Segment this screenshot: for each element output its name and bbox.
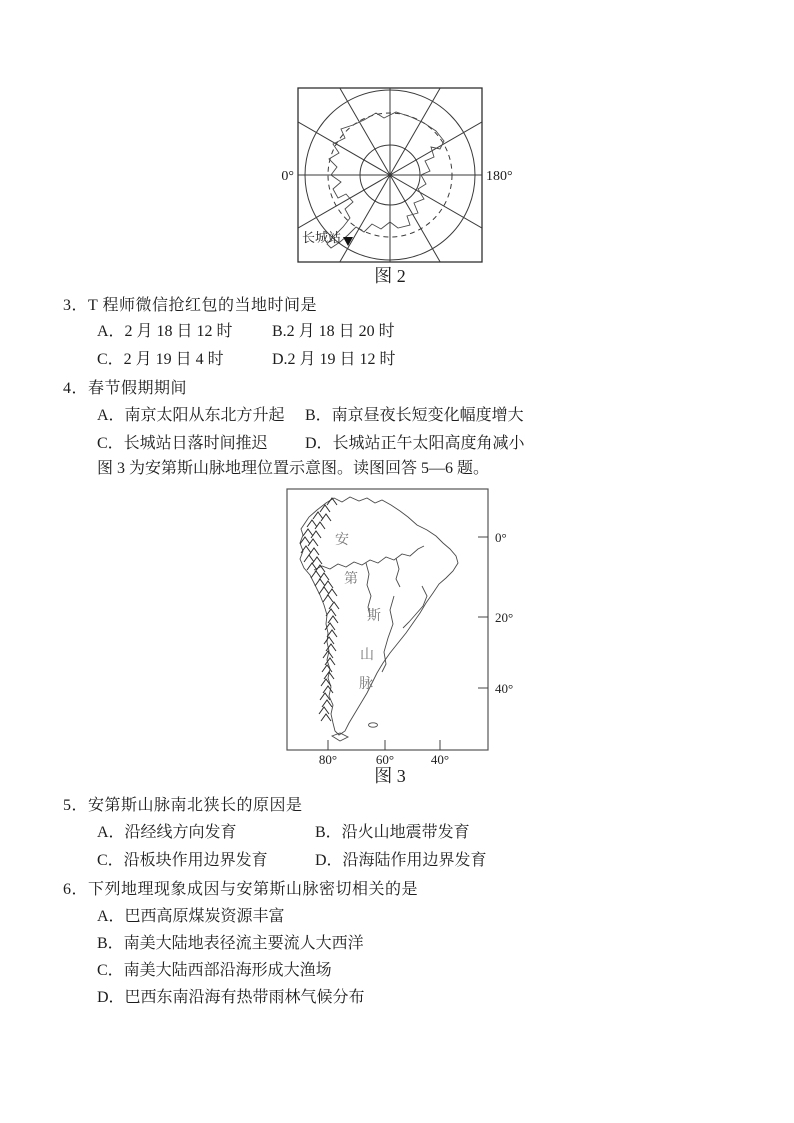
falkland-island — [369, 723, 378, 727]
question-3-option-a: A．2 月 18 日 12 时 — [97, 323, 233, 340]
figure3-caption: 图 3 — [374, 766, 406, 786]
question-6-option-d: D．巴西东南沿海有热带雨林气候分布 — [97, 989, 365, 1006]
lat-tick-20: 20° — [495, 610, 514, 625]
question-3-option-b: B.2 月 18 日 20 时 — [272, 323, 395, 340]
lon-tick-40: 40° — [430, 752, 450, 767]
question-5-stem: 5．安第斯山脉南北狭长的原因是 — [63, 797, 303, 814]
latitude-ticks — [478, 537, 488, 688]
figure2-caption: 图 2 — [374, 266, 406, 286]
question-3-option-c: C．2 月 19 日 4 时 — [97, 351, 224, 368]
andes-label-char-4: 山 — [360, 648, 374, 663]
meridian-0-label: 0° — [281, 169, 294, 184]
andes-label-char-2: 第 — [344, 572, 358, 587]
map-frame — [287, 489, 488, 750]
question-6-option-c: C．南美大陆西部沿海形成大渔场 — [97, 962, 332, 979]
question-6-option-a: A．巴西高原煤炭资源丰富 — [97, 908, 285, 925]
question-5-option-d: D．沿海陆作用边界发育 — [315, 852, 487, 869]
figure2-polar-map — [262, 85, 518, 285]
andes-mountain-symbols — [300, 498, 339, 721]
question-3-stem: 3．T 程师微信抢红包的当地时间是 — [63, 297, 317, 314]
question-4-option-c: C．长城站日落时间推迟 — [97, 435, 268, 452]
andes-label-char-1: 安 — [335, 533, 349, 548]
andes-label-char-3: 斯 — [367, 609, 381, 624]
question-4-option-a: A．南京太阳从东北方升起 — [97, 407, 285, 424]
question-5-option-c: C．沿板块作用边界发育 — [97, 852, 268, 869]
question-4-option-b: B．南京昼夜长短变化幅度增大 — [305, 407, 524, 424]
question-6-stem: 6．下列地理现象成因与安第斯山脉密切相关的是 — [63, 881, 419, 898]
question-6-option-b: B．南美大陆地表径流主要流人大西洋 — [97, 935, 364, 952]
lat-tick-0: 0° — [495, 530, 507, 545]
meridian-180-label: 180° — [486, 169, 513, 184]
longitude-ticks — [328, 740, 440, 750]
figure3-andes-map — [270, 486, 520, 771]
question-4-stem: 4．春节假期期间 — [63, 380, 188, 397]
lon-tick-60: 60° — [375, 752, 395, 767]
lat-tick-40: 40° — [495, 681, 514, 696]
antarctica-coastline — [327, 112, 444, 248]
question-5-option-a: A．沿经线方向发育 — [97, 824, 237, 841]
andes-label-char-5: 脉 — [359, 677, 373, 692]
lon-tick-80: 80° — [318, 752, 338, 767]
question-5-option-b: B．沿火山地震带发育 — [315, 824, 470, 841]
figure3-intro: 图 3 为安第斯山脉地理位置示意图。读图回答 5—6 题。 — [97, 460, 490, 477]
great-wall-station-label: 长城站 — [301, 230, 341, 245]
question-3-option-d: D.2 月 19 日 12 时 — [272, 351, 396, 368]
question-4-option-d: D．长城站正午太阳高度角减小 — [305, 435, 525, 452]
